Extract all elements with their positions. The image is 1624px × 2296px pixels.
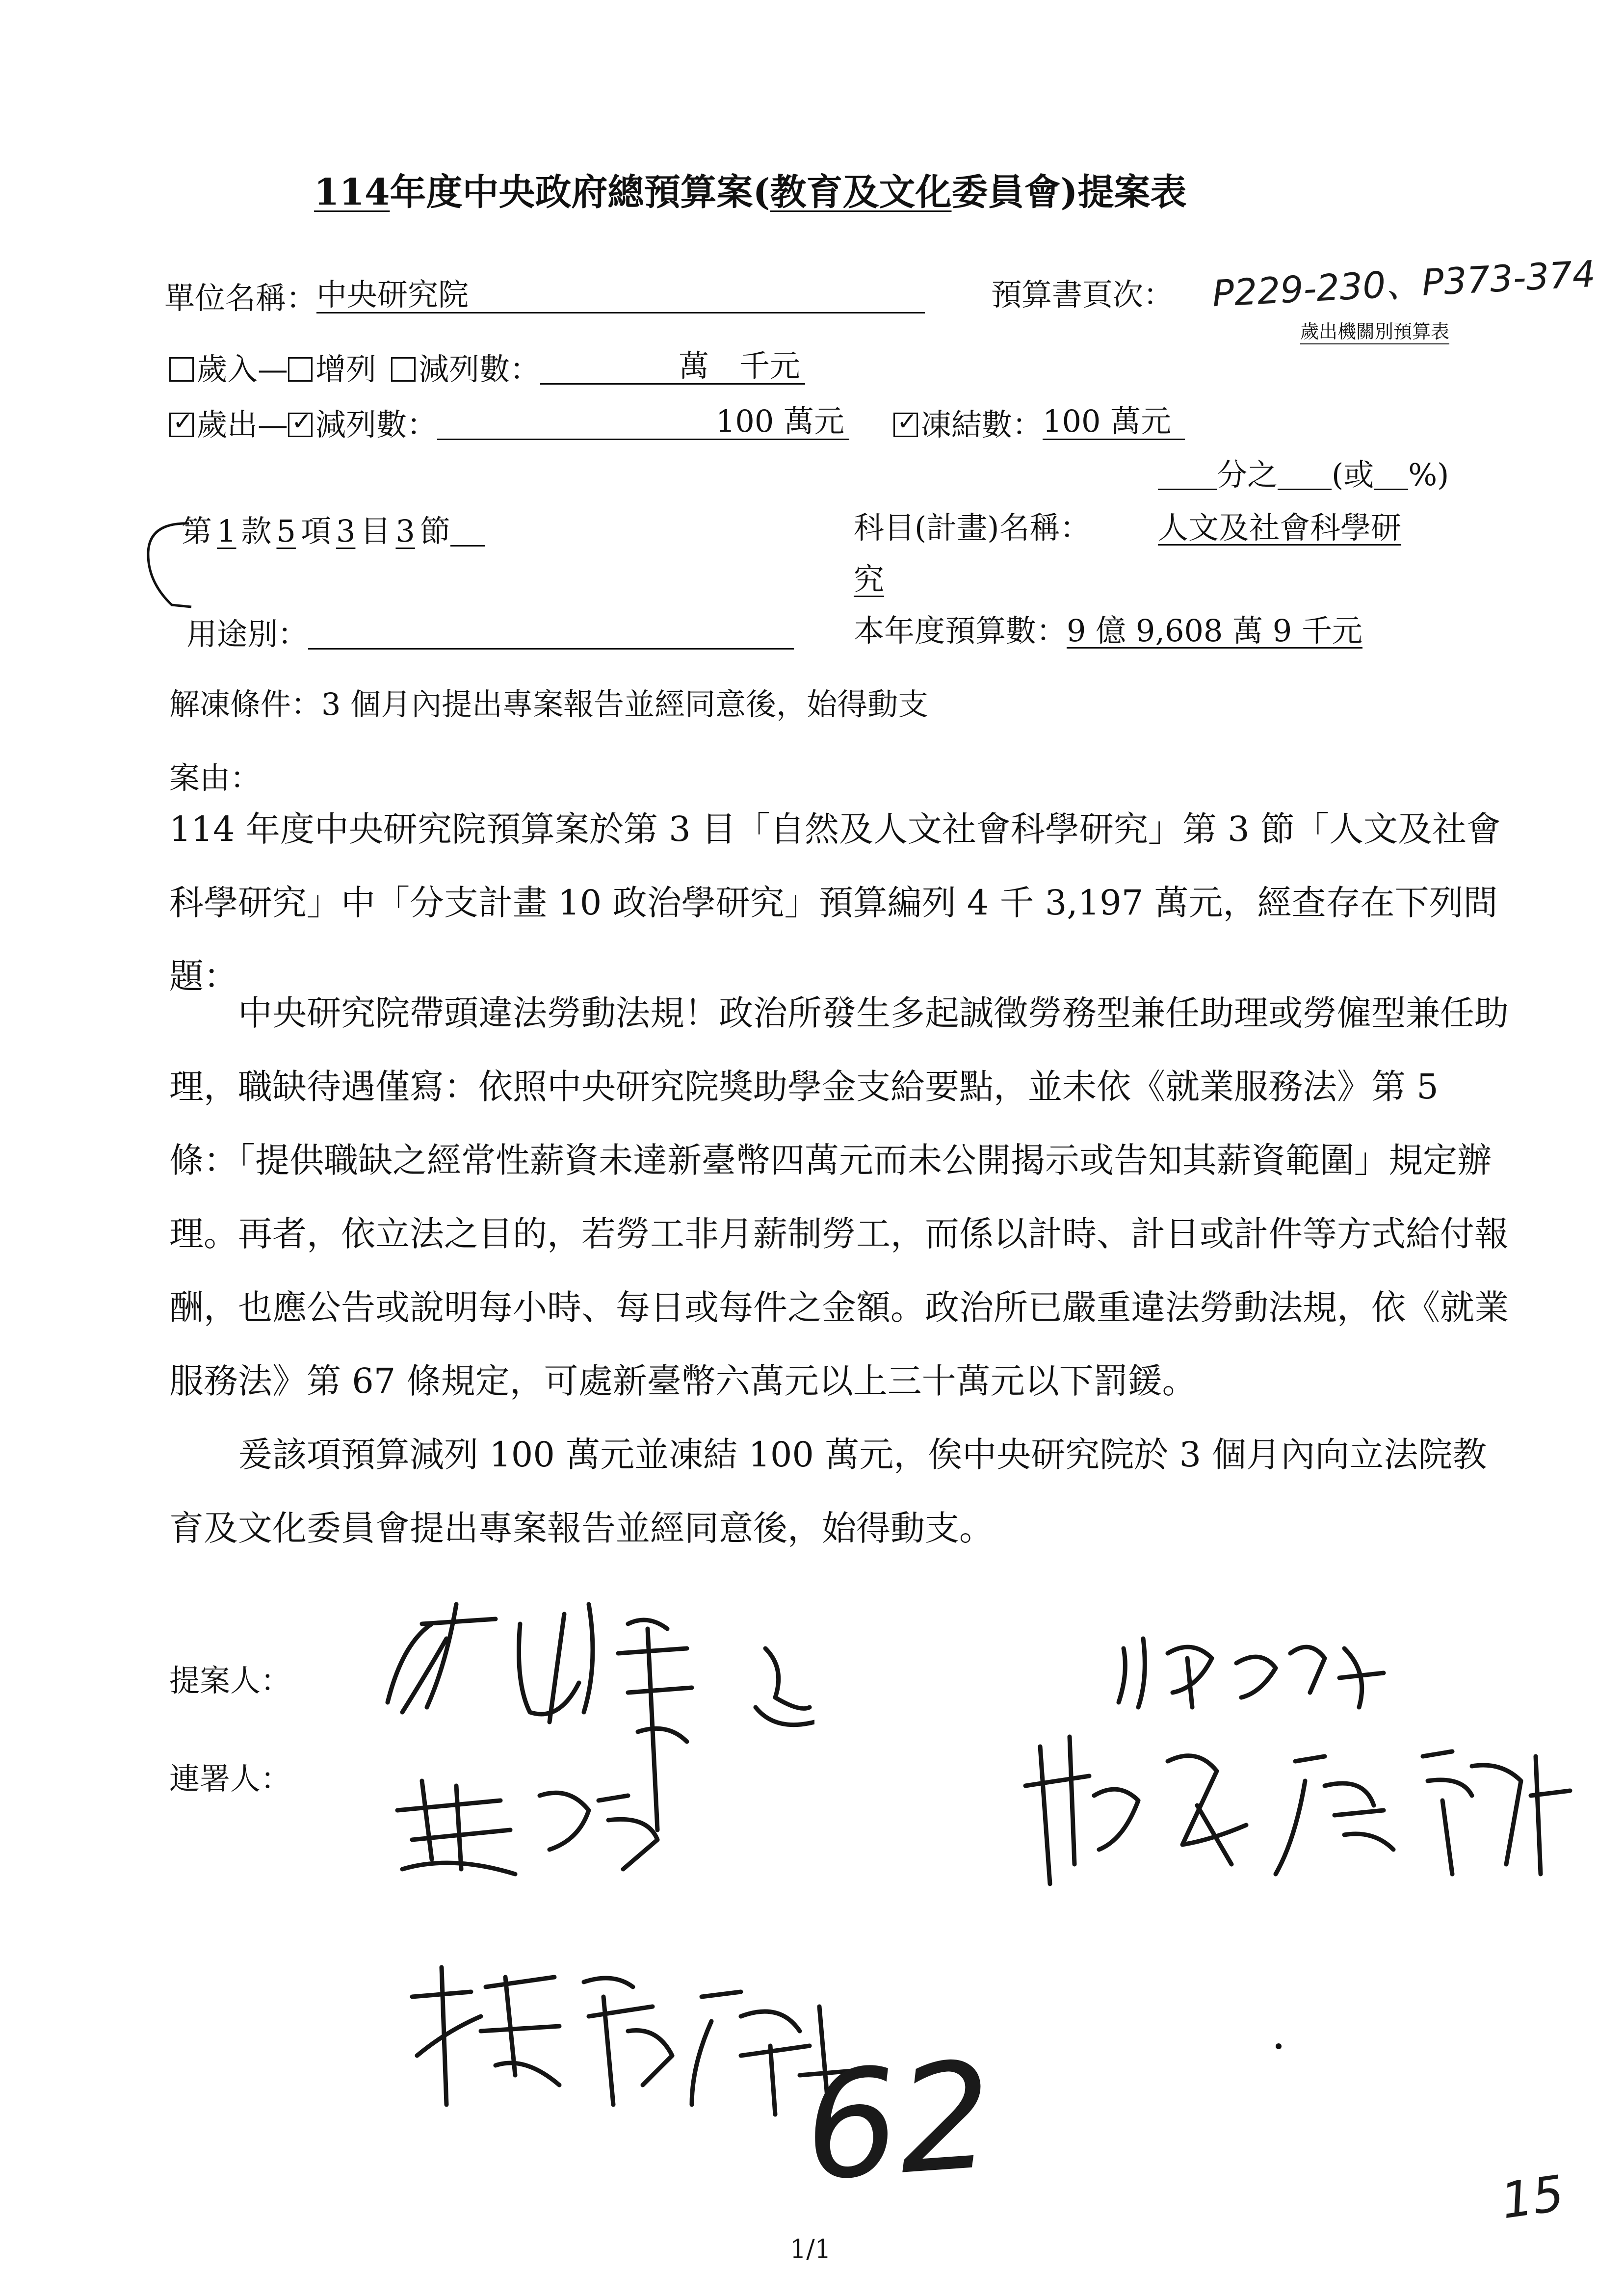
ink-dot xyxy=(1276,2043,1282,2049)
signature-3 xyxy=(1021,1717,1609,1894)
paragraph-3: 再者，依立法之目的，若勞工非月薪制勞工，而係以計時、計日或計件等方式給付報酬，也應公告或說明每小時、每日或每件之金額。政治所已嚴重違法勞動法規，依《就業服務法》第 67 條規定，可處新臺幣六萬元以上三十萬元以下罰鍰。 xyxy=(169,1214,1509,1401)
corner-number: 15 xyxy=(1497,2164,1568,2230)
signature-5 xyxy=(397,1957,868,2124)
page-ref-value: P229-230、P373-374 xyxy=(1211,253,1597,315)
title-year: 114 xyxy=(314,171,390,213)
expense-row xyxy=(169,403,1185,443)
section-xiang: 5 xyxy=(276,513,296,549)
budget-row xyxy=(854,613,1362,649)
fraction-text-3: %) xyxy=(1408,457,1449,493)
proposer-label: 提案人： xyxy=(169,1663,291,1698)
signature-2 xyxy=(1114,1619,1388,1717)
subject-value-1: 人文及社會科學研 xyxy=(1158,510,1402,546)
usage-label: 用途別： xyxy=(186,616,309,652)
usage-field xyxy=(308,616,794,650)
subject-value-2: 究 xyxy=(854,561,885,597)
unit-row xyxy=(164,277,925,316)
page-title xyxy=(314,171,1187,213)
reason-label: 案由： xyxy=(169,760,261,796)
section-text-xiang: 項 xyxy=(300,513,331,549)
unit-label: 單位名稱： xyxy=(164,280,317,316)
revenue-cut-label: 減列數： xyxy=(419,351,541,387)
section-jie: 3 xyxy=(395,513,415,549)
fraction-text-2: (或 xyxy=(1332,457,1374,493)
revenue-cut-field xyxy=(540,348,805,385)
revenue-row xyxy=(169,348,805,387)
section-row xyxy=(182,513,485,547)
section-mu: 3 xyxy=(336,513,356,549)
section-text-mu: 目 xyxy=(360,513,391,549)
freeze-value: 100 萬元 xyxy=(1043,403,1172,439)
expense-cut-checkbox[interactable] xyxy=(288,413,313,437)
signature-4 xyxy=(393,1771,667,1879)
freeze-field xyxy=(1043,403,1185,440)
expense-cut-label: 減列數： xyxy=(315,407,438,443)
budget-value: 9 億 9,608 萬 9 千元 xyxy=(1067,613,1362,649)
freeze-checkbox[interactable] xyxy=(893,413,918,437)
section-text-kuan: 款 xyxy=(241,513,272,549)
page-ref-note: 歲出機關別預算表 xyxy=(1300,316,1449,344)
fraction-blank-2 xyxy=(1278,456,1332,490)
section-kuan: 1 xyxy=(217,513,236,549)
section-blank xyxy=(450,513,485,547)
revenue-cut-unit: 萬 千元 xyxy=(679,348,801,384)
expense-label: 歲出— xyxy=(197,407,288,443)
expense-cut-value: 100 萬元 xyxy=(715,403,845,439)
title-committee: 教育及文化 xyxy=(770,171,952,213)
handwritten-number: 62 xyxy=(799,2030,998,2214)
usage-row xyxy=(186,616,794,650)
section-text-di: 第 xyxy=(182,513,212,549)
revenue-add-checkbox[interactable] xyxy=(288,357,313,382)
fraction-blank-1 xyxy=(1158,456,1217,490)
paragraph-1: 114 年度中央研究院預算案於第 3 目「自然及人文社會科學研究」第 3 節「人文及社會科學研究」中「分支計畫 10 政治學研究」預算編列 4 千 3,197 萬元，經查存在下列問題： xyxy=(169,809,1501,996)
fraction-row xyxy=(1158,456,1449,493)
expense-cut-field xyxy=(437,403,849,440)
budget-label: 本年度預算數： xyxy=(854,613,1067,649)
fraction-text-1: 分之 xyxy=(1217,457,1278,493)
unfreeze-condition: 解凍條件：3 個月內提出專案報告並經同意後，始得動支 xyxy=(169,686,929,722)
paragraph-4: 爰該項預算減列 100 萬元並凍結 100 萬元，俟中央研究院於 3 個月內向立法院教育及文化委員會提出專案報告並經同意後，始得動支。 xyxy=(169,1435,1487,1548)
page-footer: 1/1 xyxy=(790,2235,831,2264)
freeze-label: 凍結數： xyxy=(921,407,1043,443)
title-part2: 委員會)提案表 xyxy=(951,171,1187,213)
revenue-add-label: 增列 xyxy=(315,351,377,387)
unit-field xyxy=(316,277,925,313)
revenue-cut-checkbox[interactable] xyxy=(391,357,416,382)
paragraph-2: 中央研究院帶頭違法勞動法規！政治所發生多起誠徵勞務型兼任助理或勞僱型兼任助理，職缺待遇僅寫：依照中央研究院獎助學金支給要點，並未依《就業服務法》第 5 條：「提供職缺之經常性薪資未達新臺幣四萬元而未公開揭示或告知其薪資範圍」規定辦理。 xyxy=(169,993,1509,1254)
subject-label: 科目(計畫)名稱： xyxy=(854,510,1091,546)
revenue-label: 歲入— xyxy=(197,351,288,387)
page-ref-label: 預算書頁次： xyxy=(991,277,1174,313)
section-text-jie: 節 xyxy=(419,513,450,549)
expense-checkbox[interactable] xyxy=(169,413,194,437)
revenue-checkbox[interactable] xyxy=(169,357,194,382)
unit-value: 中央研究院 xyxy=(316,277,469,313)
cosigner-label: 連署人： xyxy=(169,1761,291,1797)
fraction-blank-3 xyxy=(1374,456,1408,490)
title-part1: 年度中央政府總預算案( xyxy=(390,171,770,213)
